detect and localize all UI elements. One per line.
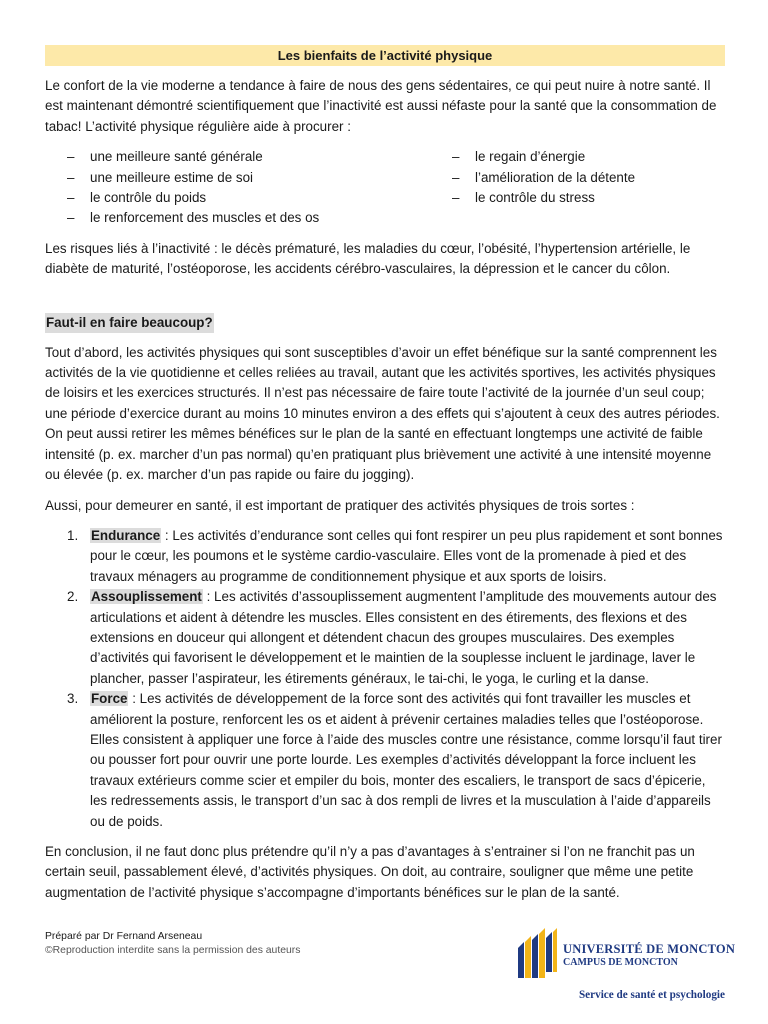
university-name: UNIVERSITÉ DE MONCTON bbox=[563, 942, 736, 956]
section-heading: Faut-il en faire beaucoup? bbox=[45, 313, 214, 333]
list-item: – le regain d’énergie bbox=[430, 147, 635, 167]
activity-type-strength bbox=[45, 689, 725, 832]
document-title: Les bienfaits de l’activité physique bbox=[45, 45, 725, 66]
term-label: Assouplissement bbox=[91, 589, 202, 605]
benefits-list bbox=[45, 147, 725, 229]
list-item: – l’amélioration de la détente bbox=[430, 168, 635, 188]
list-number: 1. bbox=[67, 527, 79, 543]
dash-marker: – bbox=[67, 149, 75, 165]
dash-marker: – bbox=[67, 210, 75, 226]
list-number: 2. bbox=[67, 589, 79, 605]
campus-name: CAMPUS DE MONCTON bbox=[563, 957, 678, 968]
risks-paragraph: Les risques liés à l’inactivité : le décès prématuré, les maladies du cœur, l’obésité, l’hypertension artérielle, le diabète de maturité, l’ostéoporose, les accidents cérébro-vasculaires, la dépression et le cancer du côlon. bbox=[45, 240, 691, 277]
university-emblem-icon bbox=[515, 928, 559, 982]
dash-marker: – bbox=[452, 149, 460, 165]
activity-type-endurance bbox=[45, 526, 725, 587]
term-description: : Les activités de développement de la force sont des activités qui font travailler les muscles et améliorent la posture, renforcent les os et aident à prévenir certaines maladies telles que l’ostéoporose. Elles consistent à appliquer une force à l’aide des muscles contre une résistance, comme lorsqu’il faut tirer ou pousser fort pour ouvrir une porte lourde. Les exemples d’activités développant la force incluent les travaux extérieurs comme scier et empiler du bois, monter des escaliers, le transport de sacs d’épicerie, les redressements assis, le transport d’un sac à dos rempli de livres et la musculation à l’aide d’appareils ou de poids. bbox=[90, 691, 722, 829]
activity-types-list bbox=[45, 526, 725, 832]
benefits-column-left bbox=[45, 147, 430, 229]
intro-paragraph: Le confort de la vie moderne a tendance à faire de nous des gens sédentaires, ce qui peut nuire à notre santé. Il est maintenant démontré scientifiquement que l’inactivité est aussi néfaste pour la santé que la consommation de tabac! L’activité physique régulière aide à procurer : bbox=[45, 78, 717, 134]
dash-marker: – bbox=[452, 169, 460, 185]
benefits-column-right bbox=[430, 147, 635, 229]
activity-type-flexibility bbox=[45, 587, 725, 689]
university-logo bbox=[515, 928, 736, 1008]
list-item: – une meilleure estime de soi bbox=[45, 168, 430, 188]
page-footer bbox=[45, 930, 736, 1010]
list-item: – une meilleure santé générale bbox=[45, 147, 430, 167]
term-description: : Les activités d’assouplissement augmentent l’amplitude des mouvements autour des articulations et aident à détendre les muscles. Elles consistent en des étirements, des flexions et des extensions en douceur qui allongent et détendent chacun des groupes musculaires. Des exemples d’activités qui favorisent le développement et le maintien de la souplesse incluent le jardinage, laver le plancher, passer l’aspirateur, les étirements généraux, le tai-chi, le yoga, le curling et la danse. bbox=[90, 589, 717, 686]
conclusion-paragraph: En conclusion, il ne faut donc plus prétendre qu’il n’y a pas d’avantages à s’entrainer si l’on ne franchit pas un certain seuil, passablement élevé, d’activités physiques. On doit, au contraire, souligner que même une petite augmentation de l’activité physique s’accompagne d’importants bénéfices sur le plan de la santé. bbox=[45, 844, 695, 900]
list-item: – le renforcement des muscles et des os bbox=[45, 208, 430, 228]
paragraph-three-types: Aussi, pour demeurer en santé, il est important de pratiquer des activités physiques de trois sortes : bbox=[45, 497, 635, 513]
reproduction-notice: ©Reproduction interdite sans la permission des auteurs bbox=[45, 945, 301, 956]
list-item: – le contrôle du stress bbox=[430, 188, 635, 208]
prepared-by: Préparé par Dr Fernand Arseneau bbox=[45, 931, 203, 942]
dash-marker: – bbox=[67, 169, 75, 185]
paragraph-activities: Tout d’abord, les activités physiques qui sont susceptibles d’avoir un effet bénéfique sur la santé comprennent les activités de la vie quotidienne et celles reliées au travail, autant que les activités sportives, les activités physiques de loisirs et les exercices structurés. Il n’est pas nécessaire de faire toute l’activité de la journée d’un seul coup; une période d’exercice durant au moins 10 minutes environ a des effets qui s’ajoutent à ceux des autres périodes. On peut aussi retirer les mêmes bénéfices sur le plan de la santé en effectuant longtemps une activité de faible intensité (p. ex. marcher d’un pas normal) qu’en pratiquant plus brièvement une activité à une intensité moyenne ou élevée (p. ex. marcher d’un pas rapide ou faire du jogging). bbox=[45, 344, 720, 483]
list-item: – le contrôle du poids bbox=[45, 188, 430, 208]
term-label: Force bbox=[91, 691, 128, 707]
term-label: Endurance bbox=[91, 527, 161, 543]
term-description: : Les activités d’endurance sont celles qui font respirer un peu plus rapidement et sont bonnes pour le cœur, les poumons et le système cardio-vasculaire. Elles vont de la promenade à pied et des travaux ménagers au programme de conditionnement physique et aux sports de loisirs. bbox=[90, 527, 723, 584]
document-page bbox=[45, 45, 725, 903]
dash-marker: – bbox=[67, 190, 75, 206]
dash-marker: – bbox=[452, 190, 460, 206]
list-number: 3. bbox=[67, 691, 79, 707]
service-name: Service de santé et psychologie bbox=[578, 989, 725, 1001]
